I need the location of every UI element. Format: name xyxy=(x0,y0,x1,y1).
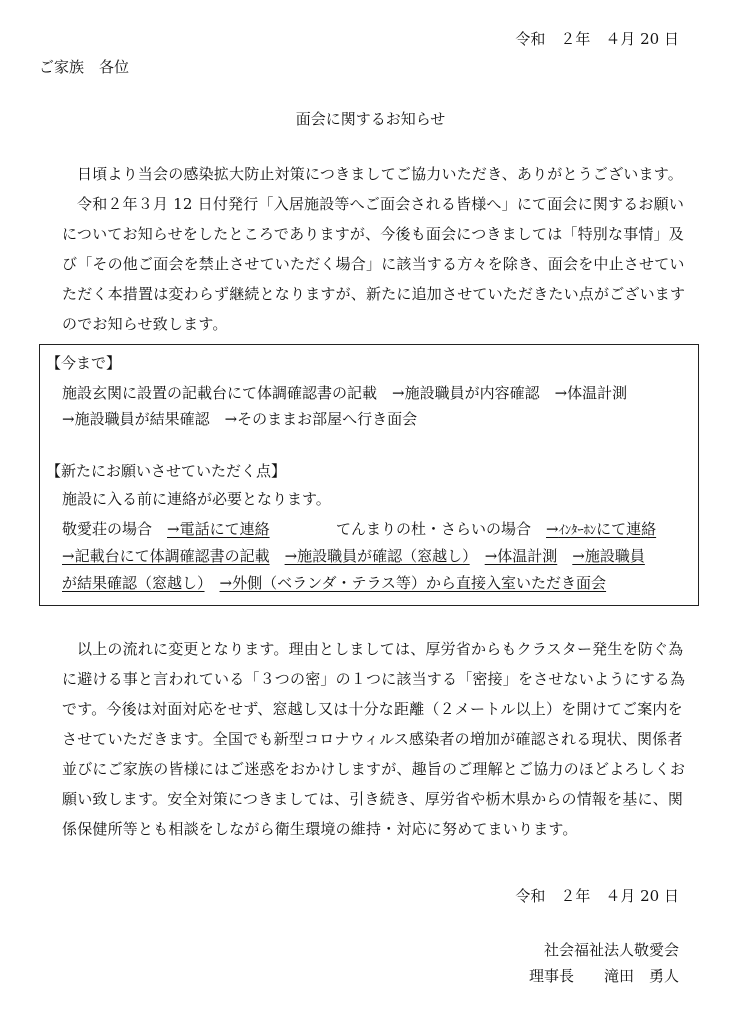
signer-name: 理事長 滝田 勇人 xyxy=(528,967,679,985)
tenmari-step-suffix: にて連絡 xyxy=(596,520,657,538)
before-step-line-1: 施設玄関に設置の記載台にて体調確認書の記載 →施設職員が内容確認 →体温計測 xyxy=(62,384,628,402)
tenmari-step-small: ｲﾝﾀｰﾎﾝ xyxy=(558,522,597,537)
new-step-3: →体温計測 xyxy=(484,547,558,565)
intro-section xyxy=(62,159,694,339)
new-intro: 施設に入る前に連絡が必要となります。 xyxy=(62,490,331,508)
keiaiso-row xyxy=(62,518,270,539)
before-step-line-2: →施設職員が結果確認 →そのままお部屋へ行き面会 xyxy=(62,410,418,428)
tenmari-step xyxy=(546,520,656,538)
tenmari-row xyxy=(336,518,656,539)
tenmari-step-prefix: → xyxy=(546,520,559,538)
intro-paragraph-2: 令和２年３月 12 日付発行「入居施設等へご面会される皆様へ」にて面会に関するお願いについてお知らせをしたところでありますが、今後も面会につきましては「特別な事情」及び「その他ご面会を禁止させていただく場合」に該当する方々を除き、面会を中止させていただく本措置は変わらず継続となりますが、新たに追加させていただきたい点がございますのでお知らせ致します。 xyxy=(62,195,686,333)
footer-date: 令和 ２年 ４月 20 日 xyxy=(515,887,679,905)
new-step-1: →記載台にて体調確認書の記載 xyxy=(62,547,270,565)
new-step-4a: →施設職員 xyxy=(572,547,645,565)
new-heading: 【新たにお願いさせていただく点】 xyxy=(46,462,287,480)
new-step-5: →外側（ベランダ・テラス等）から直接入室いただき面会 xyxy=(219,574,607,592)
new-steps-line-2 xyxy=(62,572,606,593)
body-section xyxy=(62,634,694,844)
new-step-4b: が結果確認（窓越し） xyxy=(62,574,205,592)
new-steps-line-1 xyxy=(62,545,645,566)
keiaiso-label: 敬愛荘の場合 xyxy=(62,520,168,538)
procedure-box xyxy=(39,344,699,606)
new-step-2: →施設職員が確認（窓越し） xyxy=(284,547,470,565)
tenmari-label: てんまりの杜・さらいの場合 xyxy=(336,520,547,538)
recipient: ご家族 各位 xyxy=(39,58,130,76)
body-paragraph: 以上の流れに変更となります。理由としましては、厚労省からもクラスター発生を防ぐ為に避ける事と言われている「３つの密」の１つに該当する「密接」をさせないようにする為です。今後は対面対応をせず、窓越し又は十分な距離（２メートル以上）を開けてご案内をさせていただきます。全国でも新型コロナウィルス感染者の増加が確認される現状、関係者並びにご家族の皆様にはご迷惑をおかけしますが、趣旨のご理解とご協力のほどよろしくお願い致します。安全対策につきましては、引き続き、厚労省や栃木県からの情報を基に、関係保健所等とも相談をしながら衛生環境の維持・対応に努めてまいります。 xyxy=(62,640,686,838)
before-heading: 【今まで】 xyxy=(46,354,122,372)
keiaiso-step: →電話にて連絡 xyxy=(167,520,270,538)
header-date: 令和 ２年 ４月 20 日 xyxy=(515,30,679,48)
intro-paragraph-1: 日頃より当会の感染拡大防止対策につきましてご協力いただき、ありがとうございます。 xyxy=(77,165,683,183)
page-title: 面会に関するお知らせ xyxy=(295,110,446,128)
organization-name: 社会福祉法人敬愛会 xyxy=(543,941,679,959)
